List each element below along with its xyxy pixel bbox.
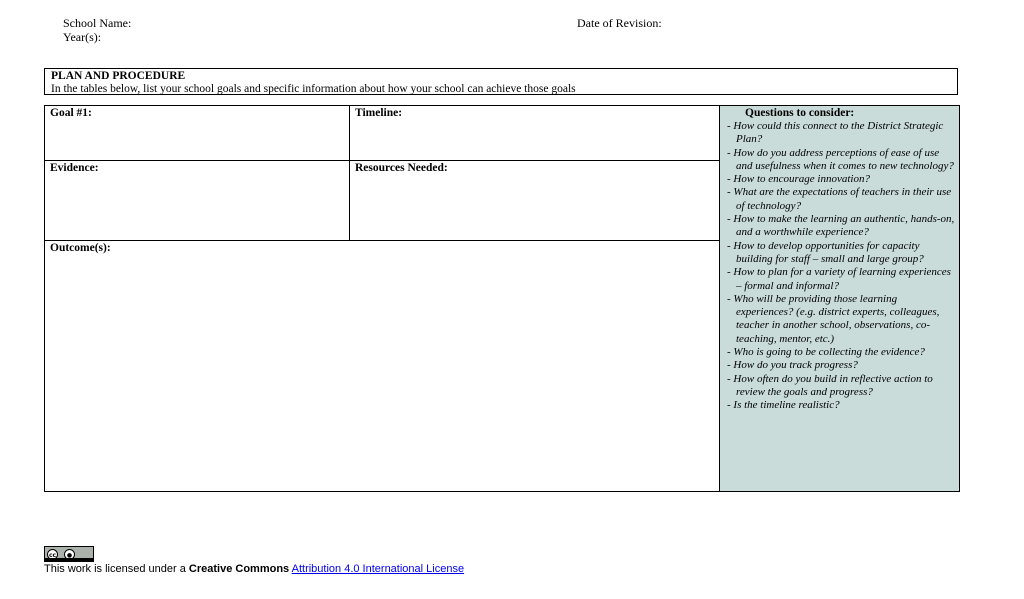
plan-and-procedure-box [44, 68, 958, 95]
years-label: Year(s): [63, 30, 102, 44]
attribution-icon: ● [64, 549, 75, 560]
question-item: - How to plan for a variety of learning experiences – formal and informal? [727, 266, 951, 292]
license-bold-text: Creative Commons [188, 563, 290, 575]
timeline-label: Timeline: [355, 107, 403, 119]
question-item: - Is the timeline realistic? [727, 399, 840, 412]
license-notice [44, 563, 464, 576]
resources-needed-cell[interactable] [350, 161, 719, 240]
questions-panel [719, 106, 959, 491]
license-prefix: This work is licensed under a [44, 563, 189, 575]
goal-label: Goal #1: [50, 107, 92, 119]
evidence-cell[interactable] [45, 161, 349, 240]
school-name-label: School Name: [63, 16, 132, 30]
cc-by-license-badge[interactable] [44, 546, 94, 562]
goal-table [44, 105, 960, 492]
badge-strip [45, 558, 93, 561]
question-item: - How to encourage innovation? [727, 173, 870, 186]
plan-instructions: In the tables below, list your school goals and specific information about how your school can achieve those goals [51, 82, 576, 95]
outcomes-cell[interactable] [45, 241, 719, 491]
cc-icon: cc [47, 549, 58, 560]
question-item: - How to develop opportunities for capacity building for staff – small and large group? [727, 239, 924, 265]
evidence-label: Evidence: [50, 162, 99, 174]
questions-title: Questions to consider: [745, 107, 855, 119]
questions-list [727, 120, 955, 413]
question-item: - Who will be providing those learning experiences? (e.g. district experts, colleagues, teacher in another school, observations, co-teaching, mentor, etc.) [727, 292, 940, 345]
resources-needed-label: Resources Needed: [355, 162, 448, 174]
question-item: - What are the expectations of teachers in their use of technology? [727, 186, 952, 212]
question-item: - How do you address perceptions of ease of use and usefulness when it comes to new technology? [727, 146, 954, 172]
question-item: - How to make the learning an authentic, hands-on, and a worthwhile experience? [727, 213, 955, 239]
outcomes-label: Outcome(s): [50, 242, 111, 254]
question-item: - How do you track progress? [727, 359, 858, 372]
question-item: - Who is going to be collecting the evidence? [727, 346, 925, 359]
plan-title: PLAN AND PROCEDURE [51, 70, 186, 82]
goal-cell[interactable] [45, 106, 349, 160]
license-link[interactable]: Attribution 4.0 International License [291, 563, 465, 575]
date-of-revision-label: Date of Revision: [577, 16, 662, 30]
timeline-cell[interactable] [350, 106, 719, 160]
question-item: - How could this connect to the District Strategic Plan? [727, 120, 944, 146]
question-item: - How often do you build in reflective action to review the goals and progress? [727, 372, 933, 398]
